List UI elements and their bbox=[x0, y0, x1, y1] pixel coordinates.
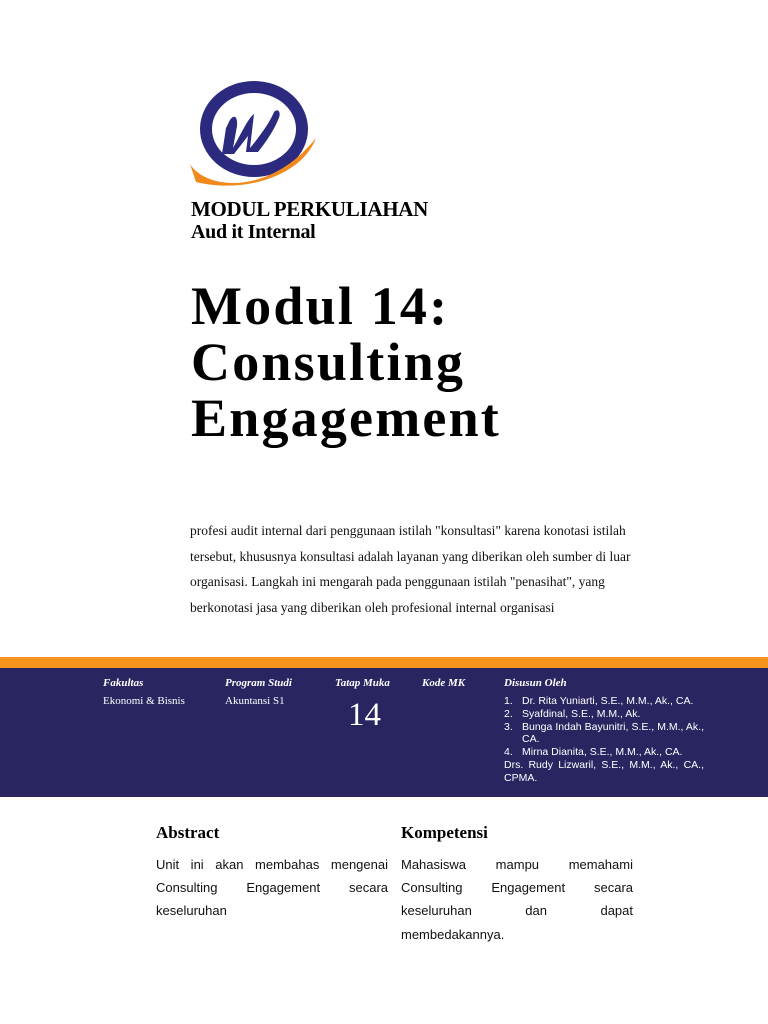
module-title-line: Engagement bbox=[191, 388, 501, 448]
list-item bbox=[504, 708, 704, 721]
kode-mk-label: Kode MK bbox=[422, 677, 466, 689]
tatap-muka-label: Tatap Muka bbox=[335, 677, 390, 689]
module-title-line: Consulting bbox=[191, 332, 466, 392]
kompetensi-heading: Kompetensi bbox=[401, 823, 488, 842]
prodi-value: Akuntansi S1 bbox=[225, 695, 285, 707]
tatap-muka-value: 14 bbox=[348, 697, 381, 733]
list-item bbox=[504, 746, 704, 759]
fakultas-label: Fakultas bbox=[103, 677, 144, 689]
author-list bbox=[504, 695, 704, 785]
author-name: Bunga Indah Bayunitri, S.E., M.M., Ak., CA. bbox=[522, 720, 704, 746]
kompetensi-body: Mahasiswa mampu memahami Consulting Engagement secara keseluruhan dan dapat membedakannya. bbox=[401, 857, 633, 942]
disusun-oleh-label: Disusun Oleh bbox=[504, 677, 567, 689]
author-number: 4. bbox=[504, 746, 513, 759]
author-name: Syafdinal, S.E., M.M., Ak. bbox=[522, 707, 641, 720]
module-title-line: Modul 14: bbox=[191, 276, 450, 336]
author-name: Mirna Dianita, S.E., M.M., Ak., CA. bbox=[522, 746, 683, 759]
author-number: 3. bbox=[504, 720, 513, 733]
fakultas-value: Ekonomi & Bisnis bbox=[103, 695, 185, 707]
document-kicker: MODUL PERKULIAHAN bbox=[191, 197, 428, 221]
intro-paragraph: profesi audit internal dari penggunaan istilah "konsultasi" karena konotasi istilah tersebut, khususnya konsultasi adalah layanan yang diberikan oleh sumber di luar organisasi. Langkah ini mengarah pada penggunaan istilah "penasihat", yang berkonotasi jasa yang diberikan oleh profesional internal organisasi bbox=[190, 523, 631, 615]
list-item bbox=[504, 695, 704, 708]
university-logo-icon bbox=[190, 78, 320, 194]
abstract-body: Unit ini akan membahas mengenai Consulting Engagement secara keseluruhan bbox=[156, 857, 388, 919]
author-extra: Drs. Rudy Lizwaril, S.E., M.M., Ak., CA., CPMA. bbox=[504, 758, 704, 784]
author-name: Dr. Rita Yuniarti, S.E., M.M., Ak., CA. bbox=[522, 695, 694, 707]
author-number: 2. bbox=[504, 707, 513, 720]
course-subject: Aud it Internal bbox=[191, 221, 316, 243]
orange-stripe bbox=[0, 657, 768, 668]
author-number: 1. bbox=[504, 695, 513, 707]
module-title bbox=[191, 278, 501, 446]
prodi-label: Program Studi bbox=[225, 677, 292, 689]
list-item bbox=[504, 721, 704, 747]
course-info-band bbox=[0, 668, 768, 797]
abstract-heading: Abstract bbox=[156, 823, 220, 842]
